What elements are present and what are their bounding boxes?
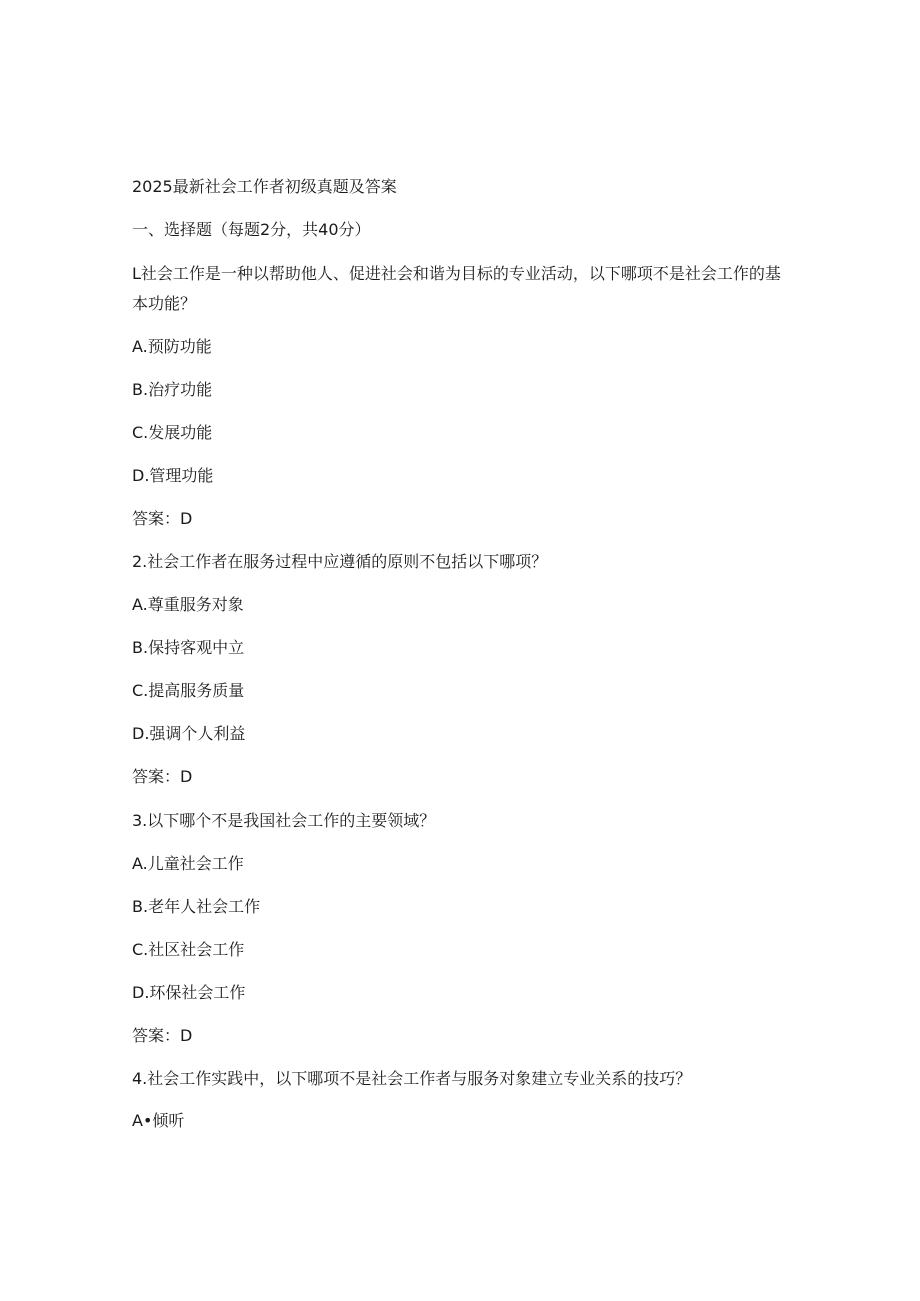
question-1-stem: L社会工作是一种以帮助他人、促进社会和谐为目标的专业活动，以下哪项不是社会工作的基本功能？ (132, 264, 781, 313)
question-1-answer: 答案：D (132, 509, 193, 528)
question-3-answer: 答案：D (132, 1026, 193, 1045)
question-4-stem: 4.社会工作实践中，以下哪项不是社会工作者与服务对象建立专业关系的技巧？ (132, 1069, 692, 1088)
question-3-stem: 3.以下哪个不是我国社会工作的主要领域？ (132, 811, 436, 830)
question-2-option-a: A.尊重服务对象 (132, 595, 244, 614)
question-3-option-c: C.社区社会工作 (132, 940, 245, 959)
section-heading: 一、选择题（每题2分，共40分） (132, 220, 371, 239)
document-title: 2025最新社会工作者初级真题及答案 (132, 177, 397, 196)
question-2-option-c: C.提高服务质量 (132, 681, 245, 700)
question-1-option-d: D.管理功能 (132, 466, 214, 485)
question-2-option-b: B.保持客观中立 (132, 638, 245, 657)
question-2-answer: 答案：D (132, 767, 193, 786)
question-2-option-d: D.强调个人利益 (132, 724, 246, 743)
question-3-option-d: D.环保社会工作 (132, 983, 246, 1002)
question-2-stem: 2.社会工作者在服务过程中应遵循的原则不包括以下哪项？ (132, 552, 548, 571)
question-1-option-a: A.预防功能 (132, 337, 212, 356)
question-3-option-b: B.老年人社会工作 (132, 897, 261, 916)
question-1-option-c: C.发展功能 (132, 423, 213, 442)
question-3-option-a: A.儿童社会工作 (132, 854, 244, 873)
question-1-option-b: B.治疗功能 (132, 380, 213, 399)
question-4-option-a: A•倾听 (132, 1111, 185, 1130)
